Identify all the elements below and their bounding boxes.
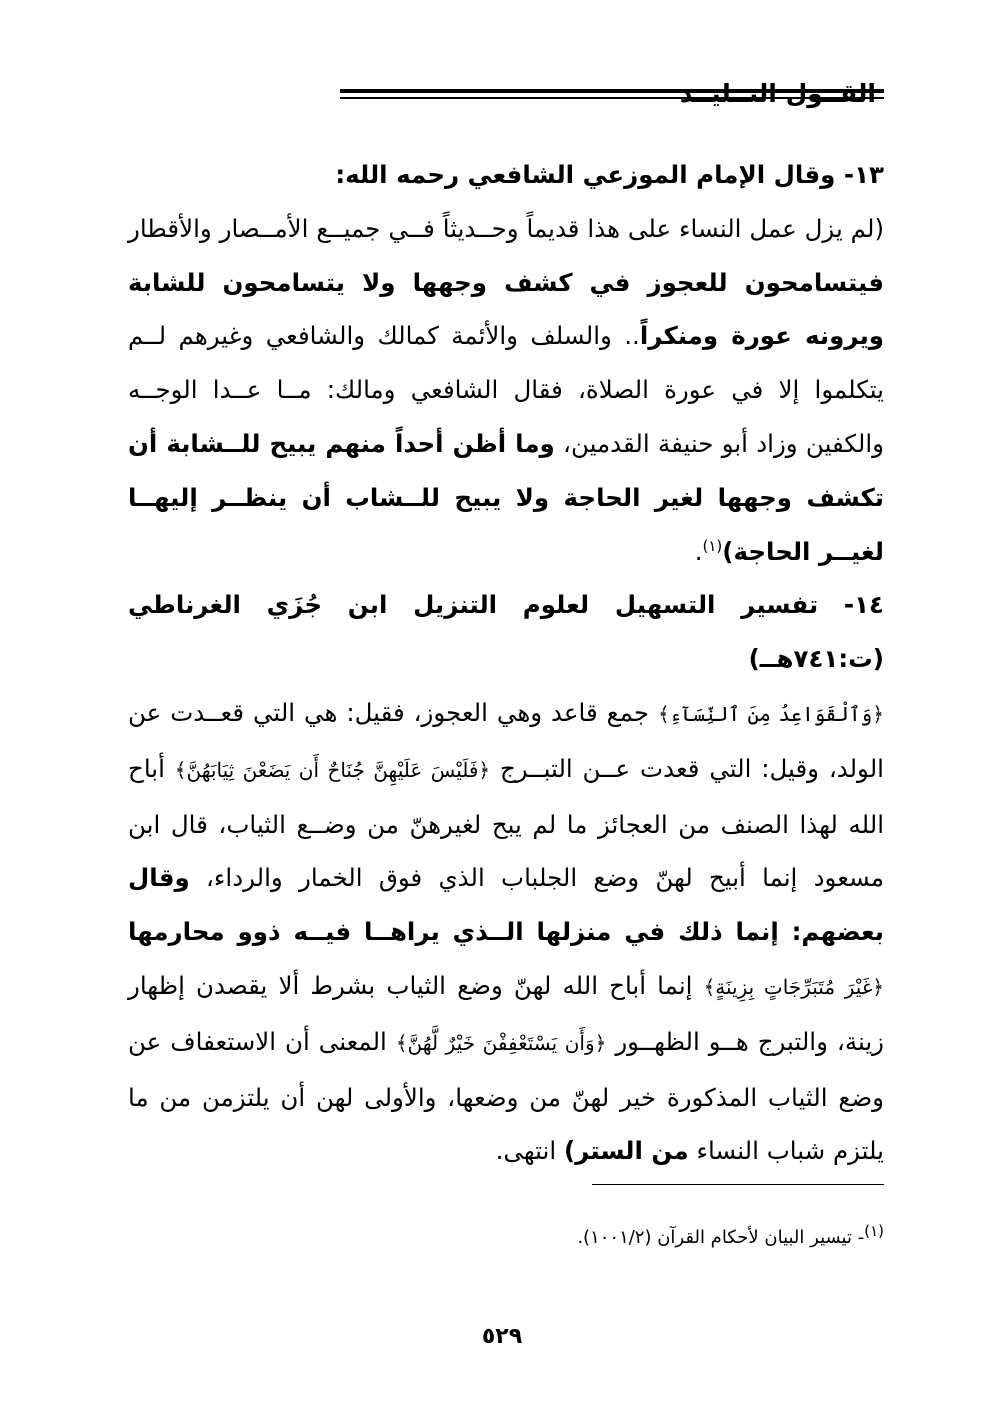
text-run: (لم يزل عمل النساء على هذا قديماً وحــديثاً فــي جميــع الأمــصار والأقطار [128,213,884,243]
footnote-reference: (١) [702,536,723,555]
bold-text-run: فيتسامحون للعجوز في كشف وجهها ولا يتسامحون للشابة ويرونه عورة ومنكراً [128,267,884,351]
sentence-end: . [694,536,703,566]
text-run: انتهى. [495,1136,564,1166]
paragraph-heading-14 [128,578,884,686]
paragraph-quote-mawzai [128,202,884,579]
text-run: .. والسلف والأئمة كمالك والشافعي وغيرهم لــم يتكلموا إلا في عورة الصلاة، فقال الشافعي ومالك: مــا عــدا الوجــه والكفين وزاد أبو حنيفة القدمين، [128,321,884,458]
text-run: المعنى أن الاستعفاف عن وضع الثياب المذكورة خير لهنّ من وضعها، والأولى لهن أن يلتزمن من ما يلتزم شباب النساء [128,1026,884,1166]
paragraph-heading-13 [128,148,884,202]
page-number: ٥٢٩ [481,1324,523,1349]
quran-verse: ﴿وَأَن يَسْتَعْفِفْنَ خَيْرٌ لَّهُنَّ﴾ [395,1030,607,1055]
footnote-marker: (١) [864,1222,884,1240]
quran-verse: ﴿غَيْرَ مُتَبَرِّجَاتٍ بِزِينَةٍ﴾ [703,974,884,999]
header-rule-thick [340,89,884,93]
bold-text-run: وقال بعضهم: إنما ذلك في منزلها الــذي يراهــا فيــه ذوو محارمها [128,863,884,947]
footnote [300,1224,884,1252]
bold-text-run: ١٣- وقال الإمام الموزعي الشافعي رحمه الله: [335,160,884,189]
paragraph-tafsir-tashil [128,686,884,1178]
footnote-text: - تيسير البيان لأحكام القرآن (١٠٠١/٢). [577,1227,865,1248]
bold-text-run: وما أظن أحداً منهم يبيح للــشابة أن تكشف وجهها لغير الحاجة ولا يبيح للــشاب أن ينظــر إليهــا لغيــر الحاجة) [128,428,884,566]
quran-verse: ﴿وَٱلْقَوَاعِدُ مِنَ ٱلنِّسَآءِ﴾ [657,701,884,726]
text-run: أباح الله لهذا الصنف من العجائز ما لم يبح لغيرهنّ من وضــع الثياب، قال ابن مسعود إنما أبيح لهنّ وضع الجلباب الذي فوق الخمار والرداء، [128,753,884,893]
bold-text-run: ١٤- تفسير التسهيل لعلوم التنزيل ابن جُزَي الغرناطي (ت:٧٤١هــ) [128,590,884,674]
text-run: جمع قاعد وهي العجوز، فقيل: هي التي قعــدت عن الولد، وقيل: التي قعدت عــن التبــرج [128,697,884,783]
bold-text-run: من الستر) [563,1136,689,1166]
running-header-title: القــول التــليــد [679,79,876,108]
footnote-separator [592,1184,884,1185]
text-run: إنما أباح الله لهنّ وضع الثياب بشرط ألا يقصدن إظهار زينة، والتبرج هــو الظهــور [128,970,884,1056]
page-body [128,148,884,1178]
header-rule-thin [340,97,884,99]
quran-verse: ﴿فَلَيْسَ عَلَيْهِنَّ جُنَاحٌ أَن يَضَعْنَ ثِيَابَهُنَّ﴾ [174,757,491,782]
